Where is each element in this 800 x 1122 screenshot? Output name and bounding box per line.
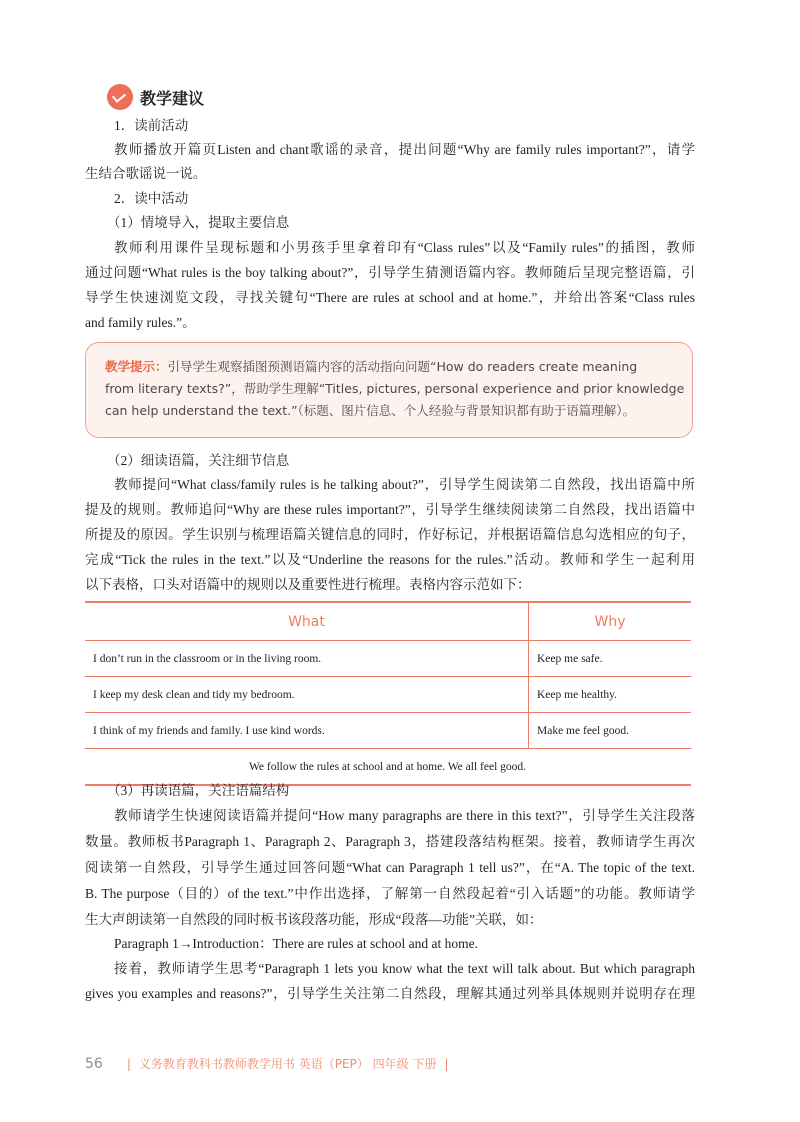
rules-table [85,601,691,786]
table-row [85,677,691,713]
reason-cell: Make me feel good. [529,713,692,749]
paragraph-line: 导学生快速浏览文段，寻找关键句“There are rules at school and at home.”，并给出答案“Class rules [85,290,695,305]
heading-while-reading: 2．读中活动 [114,191,189,206]
section-title: 教学建议 [140,88,205,108]
paragraph-line: 以下表格，口头对语篇中的规则以及重要性进行梳理。表格内容示范如下： [85,577,531,592]
rule-cell: I think of my friends and family. I use kind words. [85,713,529,749]
rule-cell: I don’t run in the classroom or in the living room. [85,641,529,677]
volume: 下册 [412,1057,437,1071]
reason-cell: Keep me healthy. [529,677,692,713]
header-what: What [85,602,529,641]
tip-label: 教学提示： [105,359,168,374]
paragraph-line: 接着，教师请学生思考“Paragraph 1 lets you know what the text will talk about. But which paragraph [114,961,695,976]
rule-cell: I keep my desk clean and tidy my bedroom. [85,677,529,713]
paragraph-line: 阅读第一自然段，引导学生通过回答问题“What can Paragraph 1 tell us?”，在“A. The topic of the text. [85,860,695,875]
paragraph-line: 提及的规则。教师追问“Why are these rules important?”，引导学生继续阅读第二自然段，找出语篇中 [85,502,695,517]
paragraph-line: 教师提问“What class/family rules is he talking about?”，引导学生阅读第二自然段，找出语篇中所 [114,477,695,492]
table-header-row [85,602,691,641]
paragraph-line: 生大声朗读第一自然段的同时板书该段落功能，形成“段落—功能”关联，如： [85,912,543,927]
book-series: 义务教育教科书教师教学用书 [138,1057,295,1071]
tip-line: 教学提示：引导学生观察插图预测语篇内容的活动指向问题“How do readers create meaning [105,359,638,374]
subheading-2: （2）细读语篇，关注细节信息 [107,453,290,468]
tip-line: can help understand the text.”（标题、图片信息、个人经验与背景知识都有助于语篇理解）。 [105,403,636,418]
subheading-3: （3）再读语篇，关注语篇结构 [107,783,290,798]
table-row [85,641,691,677]
heading-pre-reading: 1．读前活动 [114,118,189,133]
paragraph-line: 教师请学生快速阅读语篇并提问“How many paragraphs are there in this text?”，引导学生关注段落 [114,808,695,823]
paragraph-line: 通过问题“What rules is the boy talking about?”，引导学生猜测语篇内容。教师随后呈现完整语篇，引 [85,265,695,280]
table-row [85,713,691,749]
paragraph-line: gives you examples and reasons?”，引导学生关注第二自然段，理解其通过列举具体规则并说明存在理 [85,986,695,1001]
paragraph-line: 生结合歌谣说一说。 [85,166,207,181]
reason-cell: Keep me safe. [529,641,692,677]
subheading-1: （1）情境导入，提取主要信息 [107,215,290,230]
grade: 四年级 [372,1057,409,1071]
header-why: Why [529,602,692,641]
paragraph-line: B. The purpose（目的）of the text.”中作出选择，了解第一自然段起着“引入话题”的功能。教师请学 [85,886,695,901]
paragraph-line: 数量。教师板书Paragraph 1、Paragraph 2、Paragraph 3，搭建段落结构框架。接着，教师请学生再次 [85,834,695,849]
section-header [107,83,204,111]
paragraph-line: 所提及的原因。学生识别与梳理语篇关键信息的同时，作好标记，并根据语篇信息勾选相应的句子， [85,527,695,542]
page-footer: 56 | 义务教育教科书教师教学用书 英语（PEP） 四年级 下册 | [85,1056,449,1072]
tip-line: from literary texts?”，帮助学生理解“Titles, pictures, personal experience and prior knowledge [105,381,685,396]
pen-icon [107,84,133,110]
paragraph-line: 教师利用课件呈现标题和小男孩手里拿着印有“Class rules”以及“Family rules”的插图，教师 [114,240,695,255]
subject: 英语（PEP） [298,1057,369,1071]
table-footer: We follow the rules at school and at home. We all feel good. [85,749,691,786]
page-number: 56 [85,1056,103,1072]
paragraph-line: 完成“Tick the rules in the text.”以及“Underline the reasons for the rules.”活动。教师和学生一起利用 [85,552,695,567]
paragraph-structure-example: Paragraph 1→Introduction：There are rules at school and at home. [114,936,478,951]
paragraph-line: 教师播放开篇页Listen and chant歌谣的录音，提出问题“Why are family rules important?”，请学 [114,142,695,157]
paragraph-line: and family rules.”。 [85,315,196,330]
teaching-tip-box [85,342,693,438]
